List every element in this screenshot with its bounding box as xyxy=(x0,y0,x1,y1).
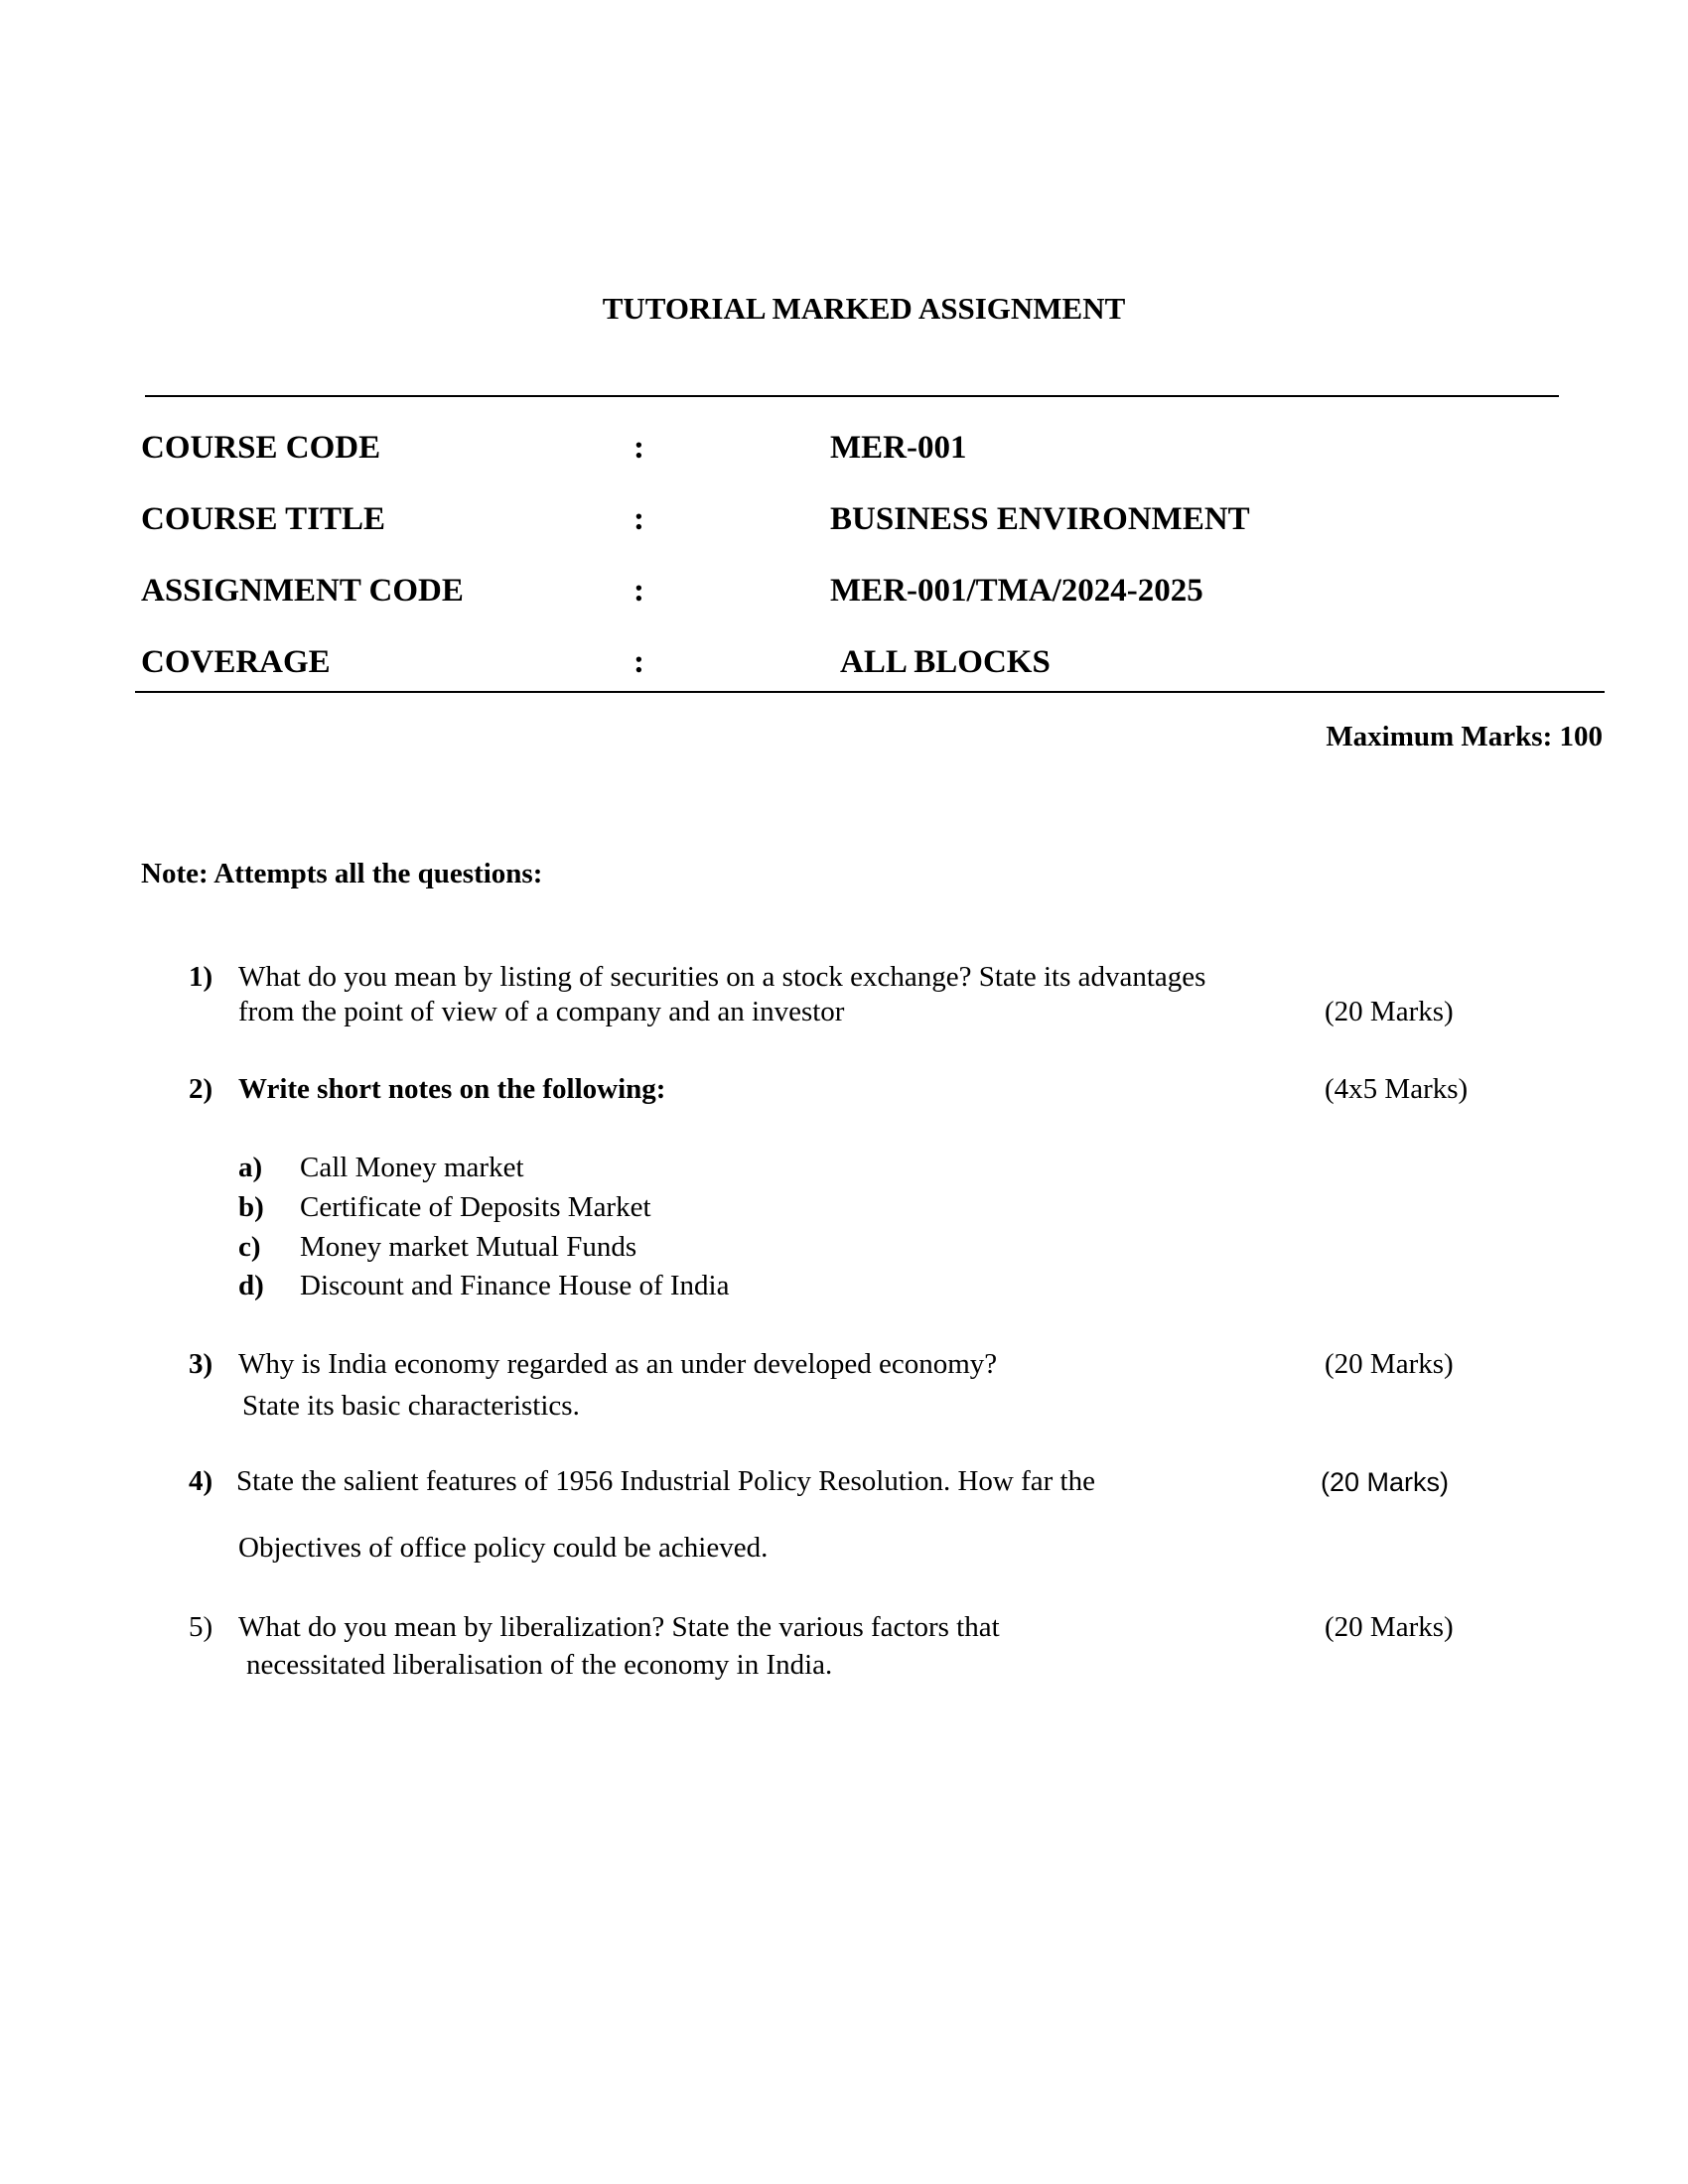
question-3-line-1: Why is India economy regarded as an under developed economy? xyxy=(238,1348,998,1380)
document-title: TUTORIAL MARKED ASSIGNMENT xyxy=(602,291,1126,326)
course-code-value: MER-001 xyxy=(830,430,967,466)
course-title-colon: : xyxy=(633,501,644,537)
course-code-label: COURSE CODE xyxy=(141,430,381,466)
question-5-number: 5) xyxy=(189,1611,213,1643)
question-4-line-2: Objectives of office policy could be achieved. xyxy=(238,1532,769,1564)
question-3-marks: (20 Marks) xyxy=(1325,1348,1454,1380)
subitem-a-text: Call Money market xyxy=(300,1152,524,1183)
assignment-code-value: MER-001/TMA/2024-2025 xyxy=(830,573,1203,609)
subitem-d-text: Discount and Finance House of India xyxy=(300,1270,730,1301)
subitem-a-letter: a) xyxy=(238,1152,263,1183)
course-code-colon: : xyxy=(633,430,644,466)
course-title-value: BUSINESS ENVIRONMENT xyxy=(830,501,1250,537)
question-3-line-2: State its basic characteristics. xyxy=(242,1390,580,1422)
question-1-number: 1) xyxy=(189,961,213,993)
course-title-label: COURSE TITLE xyxy=(141,501,386,537)
bottom-divider xyxy=(135,691,1605,693)
instructions-note: Note: Attempts all the questions: xyxy=(141,858,543,889)
question-4-marks: (20 Marks) xyxy=(1321,1467,1450,1497)
question-4-number: 4) xyxy=(189,1465,213,1497)
question-2-line-1: Write short notes on the following: xyxy=(238,1073,666,1105)
top-divider xyxy=(145,395,1559,397)
question-1-marks: (20 Marks) xyxy=(1325,996,1454,1027)
question-1-line-1: What do you mean by listing of securities on a stock exchange? State its advantages xyxy=(238,961,1206,993)
subitem-b-text: Certificate of Deposits Market xyxy=(300,1191,651,1223)
subitem-b-letter: b) xyxy=(238,1191,264,1223)
question-5-marks: (20 Marks) xyxy=(1325,1611,1454,1643)
question-1-line-2: from the point of view of a company and an investor xyxy=(238,996,845,1027)
maximum-marks: Maximum Marks: 100 xyxy=(1326,721,1603,752)
assignment-code-colon: : xyxy=(633,573,644,609)
question-2-marks: (4x5 Marks) xyxy=(1325,1073,1469,1105)
subitem-c-text: Money market Mutual Funds xyxy=(300,1231,637,1263)
coverage-label: COVERAGE xyxy=(141,644,331,680)
question-2-number: 2) xyxy=(189,1073,213,1105)
question-5-line-1: What do you mean by liberalization? State the various factors that xyxy=(238,1611,1000,1643)
coverage-colon: : xyxy=(633,644,644,680)
question-3-number: 3) xyxy=(189,1348,213,1380)
coverage-value: ALL BLOCKS xyxy=(840,644,1051,680)
question-4-line-1: State the salient features of 1956 Industrial Policy Resolution. How far the xyxy=(236,1465,1095,1497)
subitem-d-letter: d) xyxy=(238,1270,264,1301)
question-5-line-2: necessitated liberalisation of the economy in India. xyxy=(246,1649,833,1681)
subitem-c-letter: c) xyxy=(238,1231,261,1263)
assignment-code-label: ASSIGNMENT CODE xyxy=(141,573,464,609)
